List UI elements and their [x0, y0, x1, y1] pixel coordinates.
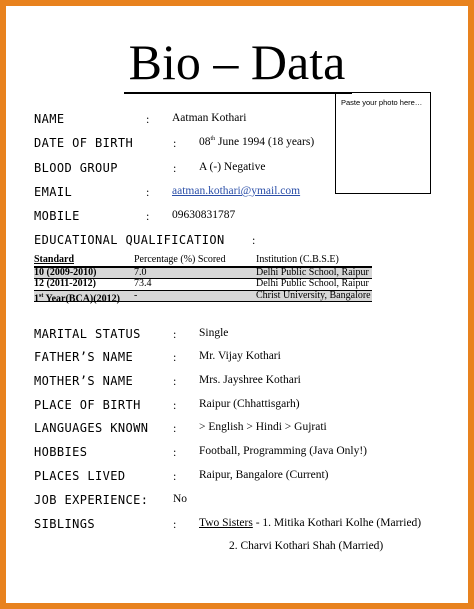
row-standard: 10 (2009-2010): [34, 266, 97, 278]
row-standard: 12 (2011-2012): [34, 278, 96, 289]
languages-colon: :: [173, 421, 177, 435]
row-standard: 1st Year(BCA)(2012): [34, 292, 120, 304]
father-name-colon: :: [173, 350, 177, 364]
siblings-value-1: Two Sisters - 1. Mitika Kothari Kolhe (Married): [199, 517, 422, 529]
table-row: [34, 291, 372, 303]
blood-group-label: BLOOD GROUP: [34, 161, 118, 175]
row-institution: Delhi Public School, Raipur: [256, 278, 369, 289]
birthplace-value: Raipur (Chhattisgarh): [199, 398, 300, 410]
blood-group-colon: :: [173, 161, 177, 175]
places-lived-colon: :: [173, 469, 177, 483]
name-label: NAME: [34, 112, 65, 126]
email-label: EMAIL: [34, 185, 73, 199]
row-institution: Delhi Public School, Raipur: [256, 266, 369, 278]
siblings-value-2: 2. Charvi Kothari Shah (Married): [229, 540, 384, 552]
places-lived-value: Raipur, Bangalore (Current): [199, 469, 329, 481]
dob-label: DATE OF BIRTH: [34, 136, 134, 150]
siblings-colon: :: [173, 517, 177, 531]
father-name-label: FATHER’S NAME: [34, 350, 134, 364]
photo-placeholder: [335, 92, 431, 194]
email-colon: :: [146, 185, 150, 199]
father-name-value: Mr. Vijay Kothari: [199, 350, 281, 362]
blood-group-value: A (-) Negative: [199, 161, 266, 173]
header-standard: Standard: [34, 254, 75, 265]
mobile-label: MOBILE: [34, 209, 80, 223]
languages-value: > English > Hindi > Gujrati: [199, 421, 327, 433]
birthplace-label: PLACE OF BIRTH: [34, 398, 141, 412]
languages-label: LANGUAGES KNOWN: [34, 421, 149, 435]
education-table: [34, 255, 372, 302]
table-row: [34, 279, 372, 291]
row-percentage: 7.0: [134, 266, 147, 278]
mother-name-value: Mrs. Jayshree Kothari: [199, 374, 301, 386]
mobile-colon: :: [146, 209, 150, 223]
title-underline: [124, 92, 352, 94]
hobbies-colon: :: [173, 445, 177, 459]
mobile-value: 09630831787: [172, 209, 236, 221]
row-percentage: 73.4: [134, 278, 152, 289]
education-colon: :: [252, 233, 256, 247]
mother-name-colon: :: [173, 374, 177, 388]
name-colon: :: [146, 112, 150, 126]
places-lived-label: PLACES LIVED: [34, 469, 126, 483]
job-experience-value: No: [173, 493, 188, 505]
hobbies-value: Football, Programming (Java Only!): [199, 445, 368, 457]
birthplace-colon: :: [173, 398, 177, 412]
header-percentage: Percentage (%) Scored: [134, 254, 226, 265]
row-percentage: -: [134, 289, 138, 301]
mother-name-label: MOTHER’S NAME: [34, 374, 134, 388]
marital-status-colon: :: [173, 327, 177, 341]
marital-status-value: Single: [199, 327, 229, 339]
name-value: Aatman Kothari: [172, 112, 247, 124]
marital-status-label: MARITAL STATUS: [34, 327, 141, 341]
email-link[interactable]: aatman.kothari@ymail.com: [172, 185, 301, 197]
job-experience-label: JOB EXPERIENCE:: [34, 493, 149, 507]
row-institution: Christ University, Bangalore: [256, 289, 371, 301]
education-table-header: [34, 255, 372, 267]
siblings-label: SIBLINGS: [34, 517, 95, 531]
hobbies-label: HOBBIES: [34, 445, 88, 459]
education-label: EDUCATIONAL QUALIFICATION: [34, 233, 225, 247]
page-title: Bio – Data: [128, 34, 346, 90]
photo-placeholder-text: Paste your photo here…: [341, 98, 423, 107]
dob-value: 08th June 1994 (18 years): [199, 136, 315, 148]
dob-colon: :: [173, 136, 177, 150]
header-institution: Institution (C.B.S.E): [256, 254, 339, 265]
